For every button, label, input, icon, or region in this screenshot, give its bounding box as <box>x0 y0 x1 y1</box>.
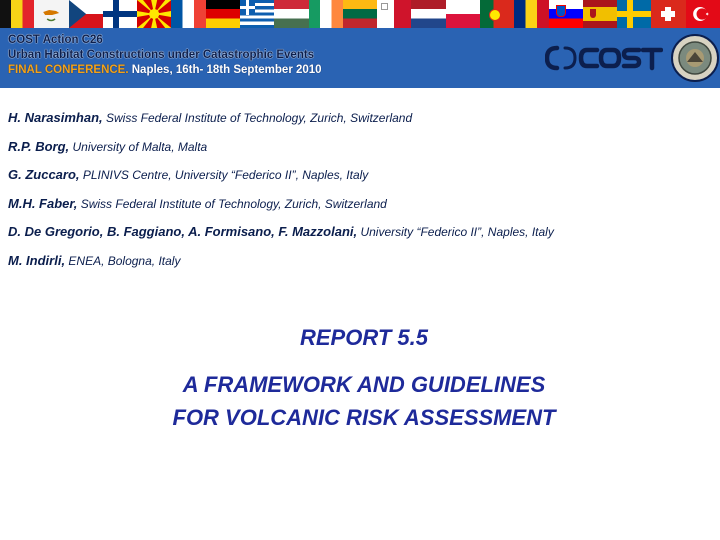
author-name: M.H. Faber, <box>8 195 78 211</box>
flag-romania-icon <box>514 0 548 28</box>
flag-belgium-icon <box>0 0 34 28</box>
flag-malta-icon <box>377 0 411 28</box>
author-line <box>8 218 713 247</box>
flag-slovenia-icon <box>549 0 583 28</box>
flag-turkey-icon <box>686 0 720 28</box>
flag-finland-icon <box>103 0 137 28</box>
author-list <box>8 104 713 275</box>
flag-netherlands-icon <box>411 0 445 28</box>
author-affiliation: University of Malta, Malta <box>69 139 208 154</box>
flag-macedonia-icon <box>137 0 171 28</box>
author-line <box>8 190 713 219</box>
author-name: M. Indirli, <box>8 252 66 268</box>
header-text <box>8 33 322 78</box>
flag-switzerland-icon <box>651 0 685 28</box>
header-dates: Naples, 16th- 18th September 2010 <box>128 64 322 76</box>
header-conference <box>8 63 322 78</box>
flag-sweden-icon <box>617 0 651 28</box>
flag-strip <box>0 0 720 28</box>
author-name: R.P. Borg, <box>8 138 70 154</box>
flag-germany-icon <box>206 0 240 28</box>
author-affiliation: Swiss Federal Institute of Technology, Zurich, Switzerland <box>102 111 413 125</box>
header-action: COST Action C26 <box>8 34 103 46</box>
cost-logo-icon <box>545 42 663 74</box>
flag-lithuania-icon <box>343 0 377 28</box>
flag-spain-icon <box>583 0 617 28</box>
cost-c26-seal-icon <box>670 32 720 84</box>
author-line <box>8 247 713 276</box>
author-affiliation: University “Federico II”, Naples, Italy <box>357 225 554 239</box>
author-name: D. De Gregorio, B. Faggiano, A. Formisano, F. Mazzolani, <box>8 224 358 239</box>
report-title-line-1: A FRAMEWORK AND GUIDELINES <box>182 372 546 397</box>
author-name: G. Zuccaro, <box>8 167 80 182</box>
flag-greece-icon <box>240 0 274 28</box>
author-line <box>8 161 713 190</box>
flag-ireland-icon <box>309 0 343 28</box>
header-subtitle: Urban Habitat Constructions under Catastrophic Events <box>8 49 315 61</box>
header-final-conference: FINAL CONFERENCE. <box>8 64 129 76</box>
author-line <box>8 133 713 162</box>
author-affiliation: Swiss Federal Institute of Technology, Zurich, Switzerland <box>77 196 387 211</box>
report-number: REPORT 5.5 <box>300 325 428 350</box>
flag-hungary-icon <box>274 0 308 28</box>
flag-cyprus-icon <box>34 0 68 28</box>
author-name: H. Narasimhan, <box>8 110 103 125</box>
author-affiliation: ENEA, Bologna, Italy <box>65 253 181 268</box>
report-title-line-2: FOR VOLCANIC RISK ASSESSMENT <box>172 405 556 430</box>
flag-portugal-icon <box>480 0 514 28</box>
flag-czech-icon <box>69 0 103 28</box>
flag-france-icon <box>171 0 205 28</box>
flag-poland-icon <box>446 0 480 28</box>
author-affiliation: PLINIVS Centre, University “Federico II”, Naples, Italy <box>79 168 369 182</box>
author-line <box>8 104 713 133</box>
